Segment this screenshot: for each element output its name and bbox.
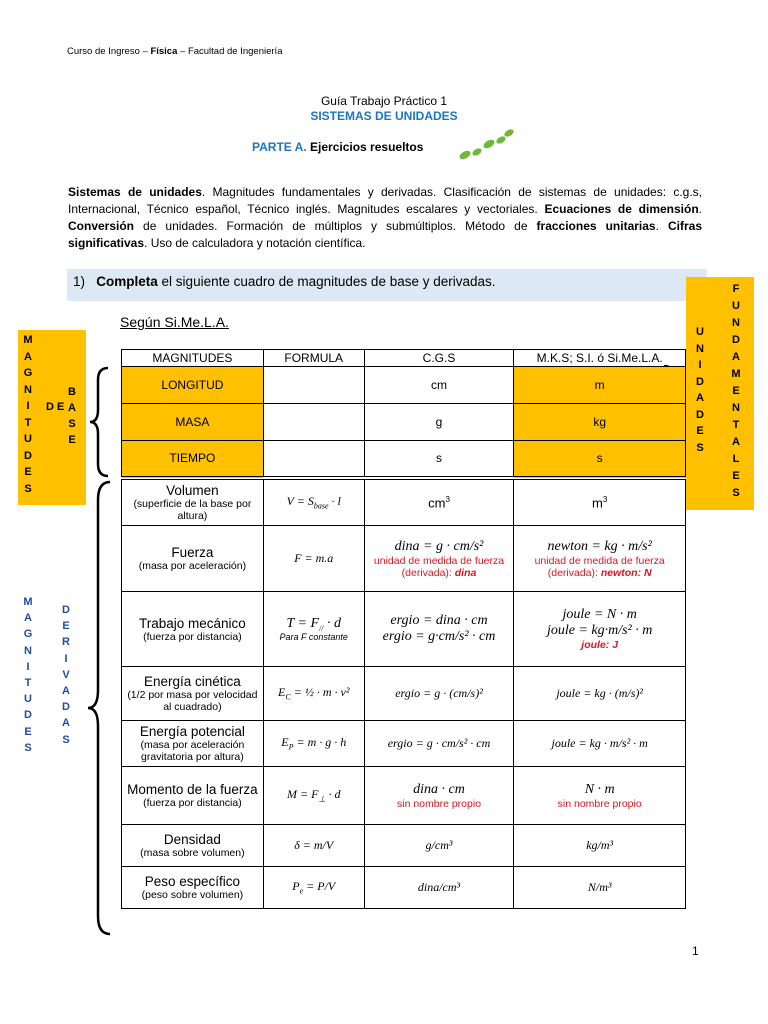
vertical-letter: D bbox=[696, 408, 704, 421]
densidad-mks: kg/m³ bbox=[514, 825, 686, 867]
fundamental-units-label bbox=[686, 277, 754, 510]
potencial-mks: joule = kg · m/s² · m bbox=[514, 721, 686, 767]
trabajo-mks-formula-1: joule = N · m bbox=[562, 607, 637, 622]
vertical-letter: S bbox=[24, 741, 32, 754]
vertical-letter: U bbox=[696, 326, 704, 338]
derived-desc: (masa por aceleración gravitatoria por altura) bbox=[140, 739, 245, 763]
table-row bbox=[122, 767, 686, 825]
derived-desc: (fuerza por distancia) bbox=[143, 630, 242, 643]
vertical-letter: E bbox=[732, 470, 740, 482]
page-number: 1 bbox=[692, 944, 699, 958]
part-text: Ejercicios resueltos bbox=[310, 140, 424, 154]
formula-cell[interactable] bbox=[263, 404, 364, 441]
vertical-letter: A bbox=[62, 685, 70, 698]
trabajo-cgs-formula-1: ergio = dina · cm bbox=[390, 613, 488, 628]
potencial-cgs: ergio = g · cm/s² · cm bbox=[364, 721, 514, 767]
table-row bbox=[122, 526, 686, 592]
table-row bbox=[122, 592, 686, 667]
vertical-letter: B bbox=[68, 386, 76, 398]
densidad-cgs: g/cm³ bbox=[364, 825, 514, 867]
vertical-letter: U bbox=[24, 433, 32, 445]
trabajo-mks-note: joule: J bbox=[581, 639, 619, 651]
mks-cell: kg bbox=[514, 404, 686, 441]
base-name: MASA bbox=[122, 404, 264, 441]
table-row bbox=[122, 867, 686, 909]
segun-label: Según Si.Me.L.A. bbox=[120, 314, 229, 330]
vertical-letter: S bbox=[732, 487, 740, 499]
de-label: D E bbox=[46, 401, 65, 413]
derived-desc: (masa sobre volumen) bbox=[140, 847, 245, 859]
footprints-icon bbox=[455, 128, 519, 164]
trabajo-formula: $T = F_{//} \cdot d$ bbox=[286, 615, 341, 633]
fuerza-cgs-formula: dina = g · cm/s² bbox=[394, 538, 484, 554]
vertical-letter: E bbox=[24, 725, 32, 738]
derived-brace-icon bbox=[86, 480, 114, 936]
potencial-formula: $E_P = m \cdot g \cdot h$ bbox=[263, 721, 364, 767]
vertical-letter: I bbox=[698, 359, 702, 371]
fuerza-mks-formula: newton = kg · m/s² bbox=[547, 538, 652, 554]
derived-desc: (1/2 por masa por velocidad al cuadrado) bbox=[127, 689, 258, 713]
vertical-letter: N bbox=[732, 317, 740, 329]
header-suffix: – Facultad de Ingeniería bbox=[180, 46, 283, 57]
vertical-letter: I bbox=[64, 652, 68, 665]
trabajo-note: Para F constante bbox=[279, 632, 348, 643]
fundamentales-letters bbox=[730, 281, 742, 502]
vertical-letter: M bbox=[23, 596, 33, 608]
question-bold: Completa bbox=[96, 274, 158, 289]
vertical-letter: S bbox=[24, 482, 32, 495]
vertical-letter: E bbox=[24, 466, 32, 478]
table-row bbox=[122, 825, 686, 867]
header-prefix: Curso de Ingreso – bbox=[67, 46, 148, 57]
peso-cgs: dina/cm³ bbox=[364, 867, 514, 909]
table-row bbox=[122, 667, 686, 721]
vertical-letter: D bbox=[732, 334, 740, 346]
fuerza-mks-note: unidad de medida de fuerza (derivada): newton: N bbox=[534, 554, 665, 579]
vertical-letter: M bbox=[731, 368, 741, 380]
vertical-letter: N bbox=[24, 644, 32, 657]
derived-name: Trabajo mecánico bbox=[138, 615, 246, 631]
cinetica-formula: $E_C$ = ½ · m · v² bbox=[263, 667, 364, 721]
momento-cgs-note: sin nombre propio bbox=[396, 797, 482, 810]
derived-name: Densidad bbox=[163, 832, 221, 847]
formula-cell[interactable] bbox=[263, 367, 364, 404]
fuerza-formula: F = m.a bbox=[263, 526, 364, 592]
momento-mks: N · m bbox=[584, 781, 615, 797]
base-letters bbox=[66, 384, 78, 448]
derived-desc: (masa por aceleración) bbox=[138, 560, 247, 572]
base-magnitudes-label bbox=[18, 330, 86, 505]
derived-desc: (peso sobre volumen) bbox=[141, 889, 244, 901]
header-formula: FORMULA bbox=[263, 350, 364, 367]
base-brace-icon bbox=[88, 366, 112, 478]
units-table bbox=[121, 349, 686, 909]
page-header bbox=[67, 46, 282, 57]
base-name: TIEMPO bbox=[122, 441, 264, 478]
mks-cell: s bbox=[514, 441, 686, 478]
derived-name: Peso específico bbox=[144, 874, 241, 889]
derived-name: Energía potencial bbox=[139, 724, 245, 739]
densidad-formula: δ = m/V bbox=[263, 825, 364, 867]
question-text: el siguiente cuadro de magnitudes de base y derivadas. bbox=[157, 274, 496, 289]
trabajo-mks-formula-2: joule = kg·m/s² · m bbox=[546, 623, 653, 638]
base-name: LONGITUD bbox=[122, 367, 264, 404]
trabajo-cgs-formula-2: ergio = g·cm/s² · cm bbox=[382, 629, 496, 644]
table-header-row bbox=[122, 350, 686, 367]
derived-name: Momento de la fuerza bbox=[127, 782, 258, 797]
cinetica-mks: joule = kg · (m/s)² bbox=[514, 667, 686, 721]
table-row bbox=[122, 367, 686, 404]
unidades-letters bbox=[694, 324, 706, 456]
vertical-letter: A bbox=[24, 350, 32, 363]
fuerza-cgs-note: unidad de medida de fuerza (derivada): dina bbox=[373, 554, 505, 579]
derived-desc: (fuerza por distancia) bbox=[143, 797, 242, 809]
vertical-letter: U bbox=[24, 693, 32, 706]
intro-paragraph: Sistemas de unidades. Magnitudes fundamentales y derivadas. Clasificación de sistemas de unidades: c.g.s, Internacional, Técnico español, Técnico inglés. Magnitudes escalares y vectoriales. Ecuaciones de dimensión. Conversión de unidades. Formación de múltiplos y submúltiplos. Método de fracciones unitarias. Cifras significativas. Uso de calculadora y notación científica. bbox=[68, 185, 702, 250]
vertical-letter: D bbox=[24, 709, 32, 722]
peso-mks: N/m³ bbox=[514, 867, 686, 909]
header-magnitudes: MAGNITUDES bbox=[122, 350, 264, 367]
question-banner bbox=[67, 269, 707, 301]
vertical-letter: G bbox=[23, 367, 33, 379]
vertical-letter: S bbox=[62, 733, 70, 746]
vertical-letter: A bbox=[732, 351, 740, 363]
vertical-letter: E bbox=[732, 385, 740, 397]
table-row: Volumen (superficie de la base por altura) $V = S_{base} \cdot l$ $cm^3$ $m^3$ bbox=[122, 478, 686, 526]
part-label: PARTE A. bbox=[252, 140, 307, 154]
cgs-cell: s bbox=[364, 441, 514, 478]
volumen-mks: m bbox=[592, 494, 603, 510]
volumen-formula: $V = S_{base} \cdot l$ bbox=[263, 478, 364, 526]
vertical-letter: T bbox=[24, 677, 32, 690]
vertical-letter: A bbox=[62, 717, 70, 730]
magnitudes-derived-letters bbox=[22, 594, 34, 756]
vertical-letter: I bbox=[26, 660, 30, 673]
vertical-letter: V bbox=[62, 668, 70, 681]
vertical-letter: E bbox=[696, 425, 704, 437]
vertical-letter: I bbox=[26, 400, 30, 412]
vertical-letter: D bbox=[24, 449, 32, 462]
momento-mks-note: sin nombre propio bbox=[557, 797, 642, 810]
vertical-letter: R bbox=[62, 636, 70, 649]
guide-title: Guía Trabajo Práctico 1 bbox=[320, 94, 448, 108]
vertical-letter: D bbox=[696, 375, 704, 388]
derived-name: Volumen bbox=[166, 482, 219, 498]
part-title bbox=[252, 140, 423, 154]
header-mks: M.K.S; S.I. ó Si.Me.L.A. bbox=[514, 350, 686, 367]
formula-cell[interactable] bbox=[263, 441, 364, 478]
vertical-letter: A bbox=[24, 612, 32, 625]
header-cgs: C.G.S bbox=[364, 350, 514, 367]
vertical-letter: L bbox=[732, 453, 740, 465]
peso-formula: $P_e = P/V$ bbox=[263, 867, 364, 909]
momento-cgs: dina · cm bbox=[413, 781, 465, 797]
vertical-letter: S bbox=[696, 441, 704, 454]
magnitudes-letters bbox=[22, 332, 34, 497]
cgs-cell: g bbox=[364, 404, 514, 441]
table-row bbox=[122, 721, 686, 767]
derived-name: Energía cinética bbox=[143, 674, 241, 689]
vertical-letter: N bbox=[24, 383, 32, 396]
vertical-letter: T bbox=[24, 416, 32, 429]
table-row bbox=[122, 404, 686, 441]
vertical-letter: A bbox=[68, 402, 76, 414]
vertical-letter: A bbox=[732, 436, 740, 448]
table-row bbox=[122, 441, 686, 478]
vertical-letter: M bbox=[23, 334, 33, 346]
cgs-cell: cm bbox=[364, 367, 514, 404]
mks-cell: m bbox=[514, 367, 686, 404]
header-subject: Física bbox=[150, 46, 178, 57]
derived-desc: (superficie de la base por altura) bbox=[133, 497, 252, 522]
vertical-letter: F bbox=[732, 283, 740, 295]
vertical-letter: N bbox=[696, 342, 704, 355]
derivadas-letters bbox=[60, 602, 72, 748]
vertical-letter: G bbox=[23, 628, 33, 641]
derived-name: Fuerza bbox=[171, 545, 214, 560]
vertical-letter: D bbox=[62, 701, 70, 714]
vertical-letter: D bbox=[62, 604, 70, 616]
vertical-letter: A bbox=[696, 392, 704, 404]
cinetica-cgs: ergio = g · (cm/s)² bbox=[364, 667, 514, 721]
vertical-letter: U bbox=[732, 300, 740, 312]
vertical-letter: T bbox=[732, 419, 740, 431]
question-number: 1) bbox=[73, 274, 86, 289]
vertical-letter: E bbox=[68, 434, 76, 446]
vertical-letter: S bbox=[68, 418, 76, 430]
vertical-letter: E bbox=[62, 620, 70, 633]
momento-formula: $M = F_\perp \cdot d$ bbox=[263, 767, 364, 825]
section-title: SISTEMAS DE UNIDADES bbox=[310, 109, 458, 123]
vertical-letter: N bbox=[732, 402, 740, 414]
volumen-cgs: cm bbox=[428, 494, 446, 510]
